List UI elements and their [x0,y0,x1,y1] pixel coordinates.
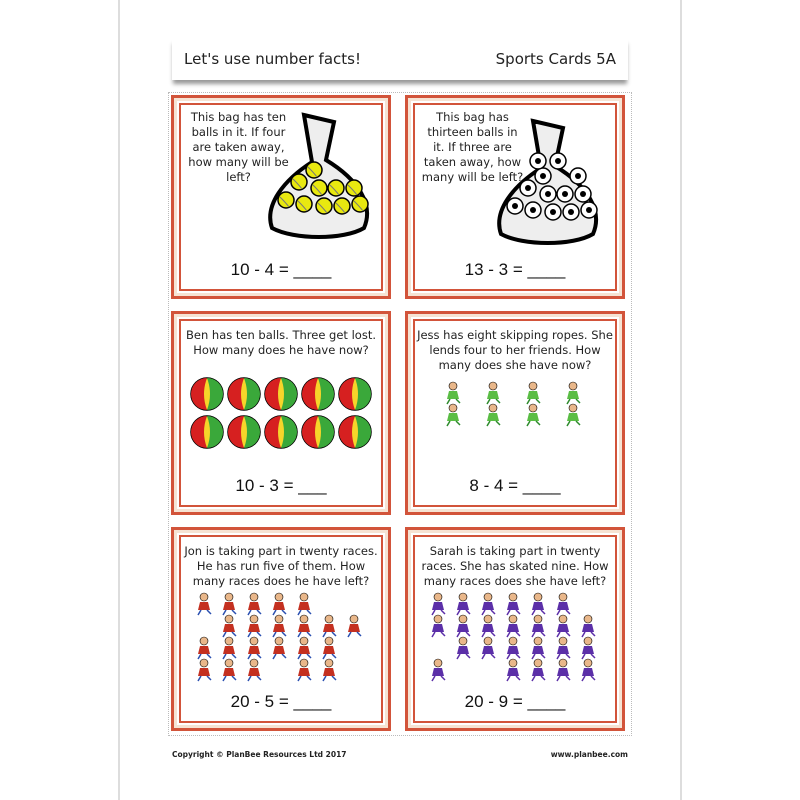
card-equation: 10 - 3 = ___ [235,476,327,495]
card-equation: 8 - 4 = ____ [469,476,561,495]
skaters-illustration [418,590,608,692]
card-question: Jon is taking part in twenty races. He has run five of them. How many races does he have left? [184,544,378,588]
runners-illustration [184,590,374,692]
card-question: Jess has eight skipping ropes. She lends four to her friends. How many does she have now? [417,328,613,372]
card-question: Sarah is taking part in twenty races. She has skated nine. How many races does she have left? [421,544,609,588]
problem-card [171,311,391,515]
card-question: This bag has thirteen balls in it. If three are taken away, how many will be left? [421,110,524,184]
worksheet-header [172,38,628,80]
problem-card [405,95,625,299]
header-subtitle: Sports Cards 5A [495,50,616,68]
website-text: www.planbee.com [550,750,628,759]
card-equation: 20 - 5 = ____ [230,692,332,711]
problem-card [405,527,625,731]
problem-card [405,311,625,515]
copyright-text: Copyright © PlanBee Resources Ltd 2017 [172,750,347,759]
skipping-girls-illustration [433,379,623,437]
card-question: Ben has ten balls. Three get lost. How many does he have now? [186,328,376,357]
card-equation: 10 - 4 = ____ [230,260,332,279]
problem-card [171,95,391,299]
header-title: Let's use number facts! [184,50,361,68]
card-question: This bag has ten balls in it. If four are taken away, how many will be left? [188,110,289,184]
card-equation: 20 - 9 = ____ [464,692,566,711]
beach-balls-illustration [189,376,374,456]
problem-card [171,527,391,731]
card-equation: 13 - 3 = ____ [464,260,566,279]
